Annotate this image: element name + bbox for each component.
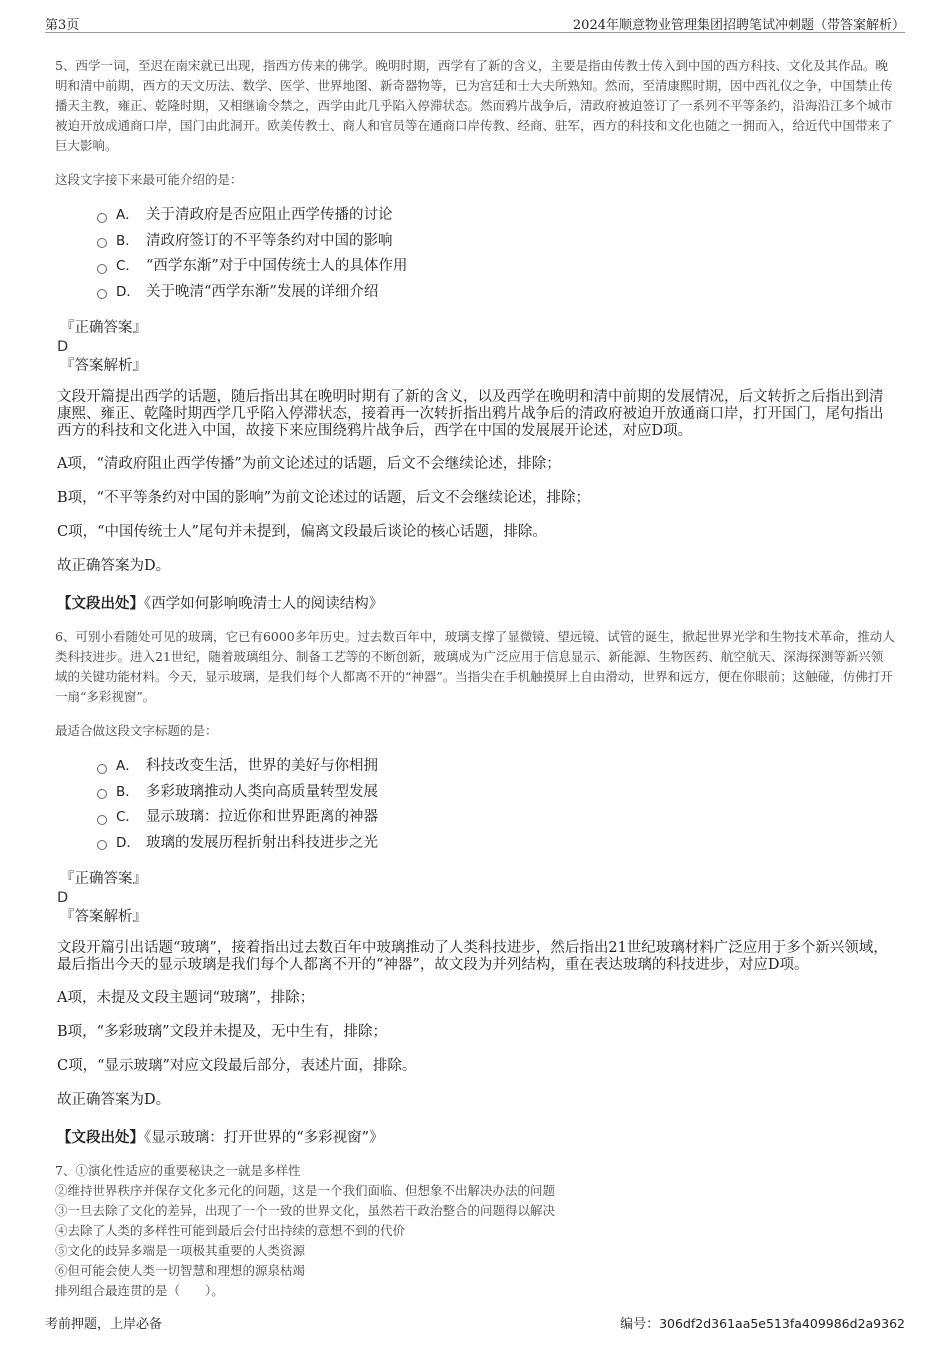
option-c[interactable]: C． “西学东渐”对于中国传统士人的具体作用 [97, 254, 895, 280]
option-list [97, 203, 895, 305]
option-d[interactable]: D． 关于晚清“西学东渐”发展的详细介绍 [97, 280, 895, 306]
radio-icon[interactable] [97, 764, 107, 774]
analysis-text: 文段开篇提出西学的话题，随后指出其在晚明时期有了新的含义，以及西学在晚明和清中前期的发展情况，后文转折之后指出到清康熙、雍正、乾隆时期西学几乎陷入停滞状态，接着再一次转折指出鸦片战争后的清政府被迫开放通商口岸，打开国门，尾句指出西方的科技和文化进入中国，故接下来应围绕鸦片战争后，西学在中国的发展展开论述，对应D项。 [57, 389, 884, 439]
radio-icon[interactable] [97, 213, 107, 223]
radio-icon[interactable] [97, 289, 107, 299]
page-header [45, 12, 905, 33]
question-7 [55, 1161, 895, 1301]
correct-answer-label: 『正确答案』 [60, 320, 147, 336]
q7-line-6: ⑥但可能会使人类一切智慧和理想的源泉枯竭 [55, 1263, 306, 1278]
correct-answer-label: 『正确答案』 [60, 871, 147, 887]
option-a[interactable]: A． 关于清政府是否应阻止西学传播的讨论 [97, 203, 895, 229]
analysis-option-a: A项，未提及文段主题词“玻璃”，排除； [57, 990, 315, 1006]
analysis-option-b: B项，“不平等条约对中国的影响”为前文论述过的话题，后文不会继续论述，排除； [57, 490, 590, 506]
question-prompt: 最适合做这段文字标题的是： [55, 723, 218, 738]
page-footer [45, 1313, 905, 1335]
analysis-text: 文段开篇引出话题“玻璃”，接着指出过去数百年中玻璃推动了人类科技进步，然后指出21世纪玻璃材料广泛应用于多个新兴领域，最后指出今天的显示玻璃是我们每个人都离不开的“神器”，故文段为并列结构，重在表达玻璃的科技进步，对应D项。 [57, 940, 888, 973]
question-6 [55, 627, 895, 1147]
option-b[interactable]: B． 多彩玻璃推动人类向高质量转型发展 [97, 780, 895, 806]
source-text: 《西学如何影响晚清士人的阅读结构》 [144, 596, 384, 612]
radio-icon[interactable] [97, 238, 107, 248]
document-id [620, 1313, 905, 1332]
footer-slogan: 考前押题，上岸必备 [45, 1317, 163, 1332]
question-stem: 6、可别小看随处可见的玻璃，它已有6000多年历史。过去数百年中，玻璃支撑了显微镜、望远镜、试管的诞生，掀起世界光学和生物技术革命，推动人类科技进步。进入21世纪，随着玻璃组分、制备工艺等的不断创新，玻璃成为广泛应用于信息显示、新能源、生物医药、航空航天、深海探测等新兴领域的关键功能材料。今天，显示玻璃，是我们每个人都离不开的“神器”。当指尖在手机触摸屏上自由滑动，世界和远方，便在你眼前；这触碰，仿佛打开一扇“多彩视窗”。 [55, 629, 895, 704]
radio-icon[interactable] [97, 789, 107, 799]
analysis-option-c: C项，“中国传统士人”尾句并未提到，偏离文段最后谈论的核心话题，排除。 [57, 524, 547, 540]
source-label: 【文段出处】 [57, 1129, 144, 1146]
radio-icon[interactable] [97, 840, 107, 850]
q7-line-3: ③一旦去除了文化的差异，出现了一个一致的世界文化，虽然若干政治整合的问题得以解决 [55, 1203, 556, 1218]
document-content [55, 56, 895, 1301]
question-prompt: 这段文字接下来最可能介绍的是： [55, 172, 243, 187]
source-text: 《显示玻璃：打开世界的“多彩视窗”》 [144, 1130, 384, 1146]
document-title: 2024年顺意物业管理集团招聘笔试冲刺题（带答案解析） [572, 18, 905, 33]
document-id-label: 编号： [620, 1317, 660, 1332]
q7-line-5: ⑤文化的歧异多端是一项极其重要的人类资源 [55, 1243, 306, 1258]
q7-question: 排列组合最连贯的是（ ）。 [55, 1283, 224, 1298]
source-label: 【文段出处】 [57, 595, 144, 612]
analysis-option-b: B项，“多彩玻璃”文段并未提及，无中生有，排除； [57, 1024, 387, 1040]
q7-line-2: ②维持世界秩序并保存文化多元化的问题，这是一个我们面临、但想象不出解决办法的问题 [55, 1183, 556, 1198]
question-stem: 5、西学一词，至迟在南宋就已出现，指西方传来的佛学。晚明时期，西学有了新的含义，主要是指由传教士传入到中国的西方科技、文化及其作品。晚明和清中前期，西方的天文历法、数学、医学、世界地图、新奇器物等，已为宫廷和士大夫所熟知。然而，至清康熙时期，因中西礼仪之争，中国禁止传播天主教，雍正、乾隆时期，又相继谕令禁之，西学由此几乎陷入停滞状态。然而鸦片战争后，清政府被迫签订了一系列不平等条约，沿海沿江多个城市被迫开放成通商口岸，国门由此洞开。欧美传教士、商人和官员等在通商口岸传教、经商、驻军，西方的科技和文化也随之一拥而入，给近代中国带来了巨大影响。 [55, 58, 893, 153]
conclusion: 故正确答案为D。 [57, 1092, 171, 1108]
analysis-option-a: A项，“清政府阻止西学传播”为前文论述过的话题，后文不会继续论述，排除； [57, 456, 561, 472]
q7-line-stem: 7、①演化性适应的重要秘诀之一就是多样性 [55, 1163, 301, 1178]
question-5 [55, 56, 895, 613]
option-c[interactable]: C． 显示玻璃：拉近你和世界距离的神器 [97, 805, 895, 831]
option-list [97, 754, 895, 856]
q7-line-4: ④去除了人类的多样性可能到最后会付出持续的意想不到的代价 [55, 1223, 406, 1238]
conclusion: 故正确答案为D。 [57, 558, 171, 574]
source-line [57, 592, 895, 613]
radio-icon[interactable] [97, 264, 107, 274]
page-number: 第3页 [45, 18, 80, 33]
option-d[interactable]: D． 玻璃的发展历程折射出科技进步之光 [97, 831, 895, 857]
analysis-option-c: C项，“显示玻璃”对应文段最后部分，表述片面，排除。 [57, 1058, 417, 1074]
correct-answer: D [57, 890, 69, 906]
correct-answer: D [57, 339, 69, 355]
option-b[interactable]: B． 清政府签订的不平等条约对中国的影响 [97, 229, 895, 255]
option-a[interactable]: A． 科技改变生活，世界的美好与你相拥 [97, 754, 895, 780]
analysis-label: 『答案解析』 [60, 909, 147, 925]
source-line [57, 1126, 895, 1147]
document-id-code: 306df2d361aa5e513fa409986d2a9362 [659, 1316, 905, 1331]
radio-icon[interactable] [97, 815, 107, 825]
analysis-label: 『答案解析』 [60, 358, 147, 374]
